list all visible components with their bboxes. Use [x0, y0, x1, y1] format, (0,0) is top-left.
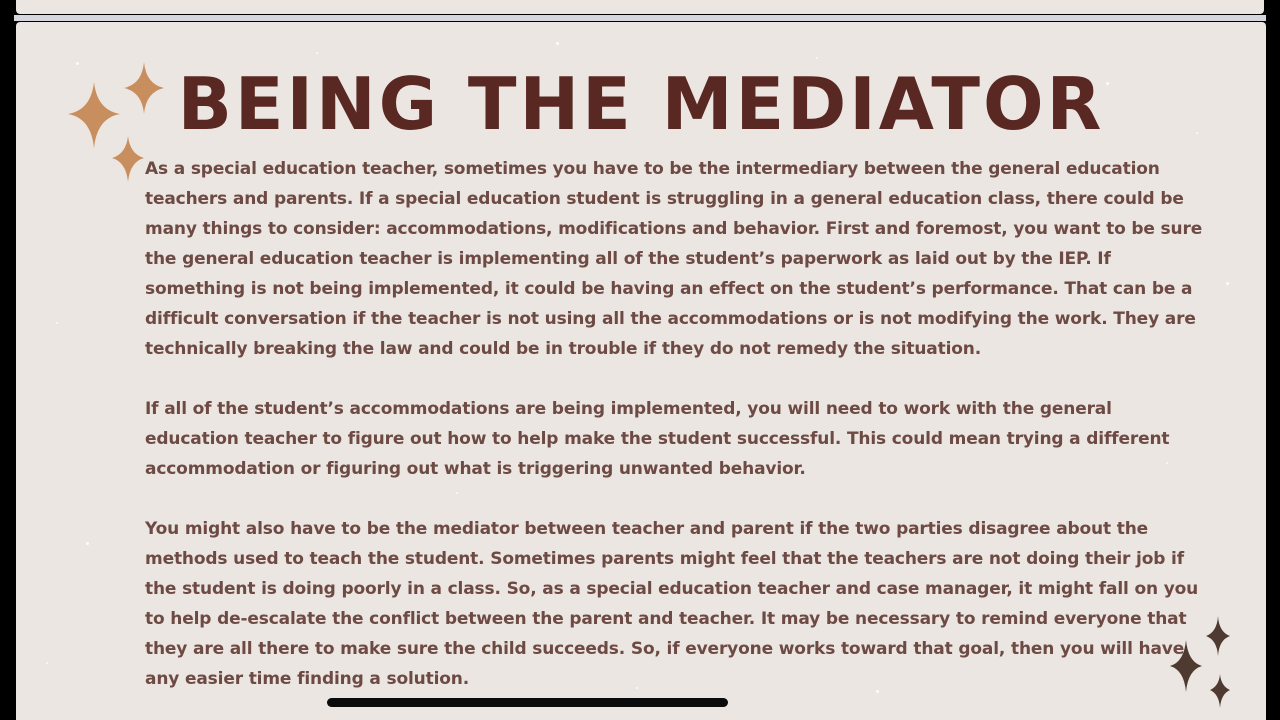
paragraph-1: As a special education teacher, sometimes you have to be the intermediary between the general education teachers and parents. If a special education student is struggling in a general education class, there could be many things to consider: accommodations, modifications and behavior. First and foremost, you want to be sure the general education teacher is implementing all of the student’s paperwork as laid out by the IEP. If something is not being implemented, it could be having an effect on the student’s performance. That can be a difficult conversation if the teacher is not using all the accommodations or is not modifying the work. They are technically breaking the law and could be in trouble if they do not remedy the situation.: [145, 159, 1203, 359]
background-speck: [1226, 282, 1229, 285]
home-indicator[interactable]: [327, 698, 728, 707]
background-speck: [46, 662, 48, 664]
sparkle-medium-icon: [1206, 616, 1230, 656]
previous-slide-edge[interactable]: [16, 0, 1264, 14]
background-speck: [556, 42, 559, 45]
paragraph-3: You might also have to be the mediator between teacher and parent if the two parties disagree about the methods used to teach the student. Sometimes parents might feel that the teachers are not doing their job if the student is doing poorly in a class. So, as a special education teacher and case manager, it might fall on you to help de-escalate the conflict between the parent and teacher. It may be necessary to remind everyone that they are all there to make sure the child succeeds. So, if everyone works toward that goal, then you will have any easier time finding a solution.: [145, 519, 1199, 689]
slide-being-the-mediator[interactable]: [16, 22, 1266, 720]
slide-title: BEING THE MEDIATOR: [177, 62, 1105, 146]
sparkle-small-icon: [112, 136, 144, 182]
background-speck: [56, 322, 58, 324]
background-speck: [316, 52, 318, 54]
background-speck: [816, 57, 818, 59]
slide-body: [145, 154, 1205, 720]
slide-divider: [14, 15, 1266, 21]
background-speck: [86, 542, 89, 545]
paragraph-2: If all of the student’s accommodations are being implemented, you will need to work with the general education teacher to figure out how to help make the student successful. This could mean trying a different accommodation or figuring out what is triggering unwanted behavior.: [145, 399, 1170, 479]
sparkle-cluster-icon: [1166, 612, 1236, 712]
sparkle-large-icon: [1170, 640, 1202, 692]
sparkle-small-icon: [1210, 674, 1230, 708]
